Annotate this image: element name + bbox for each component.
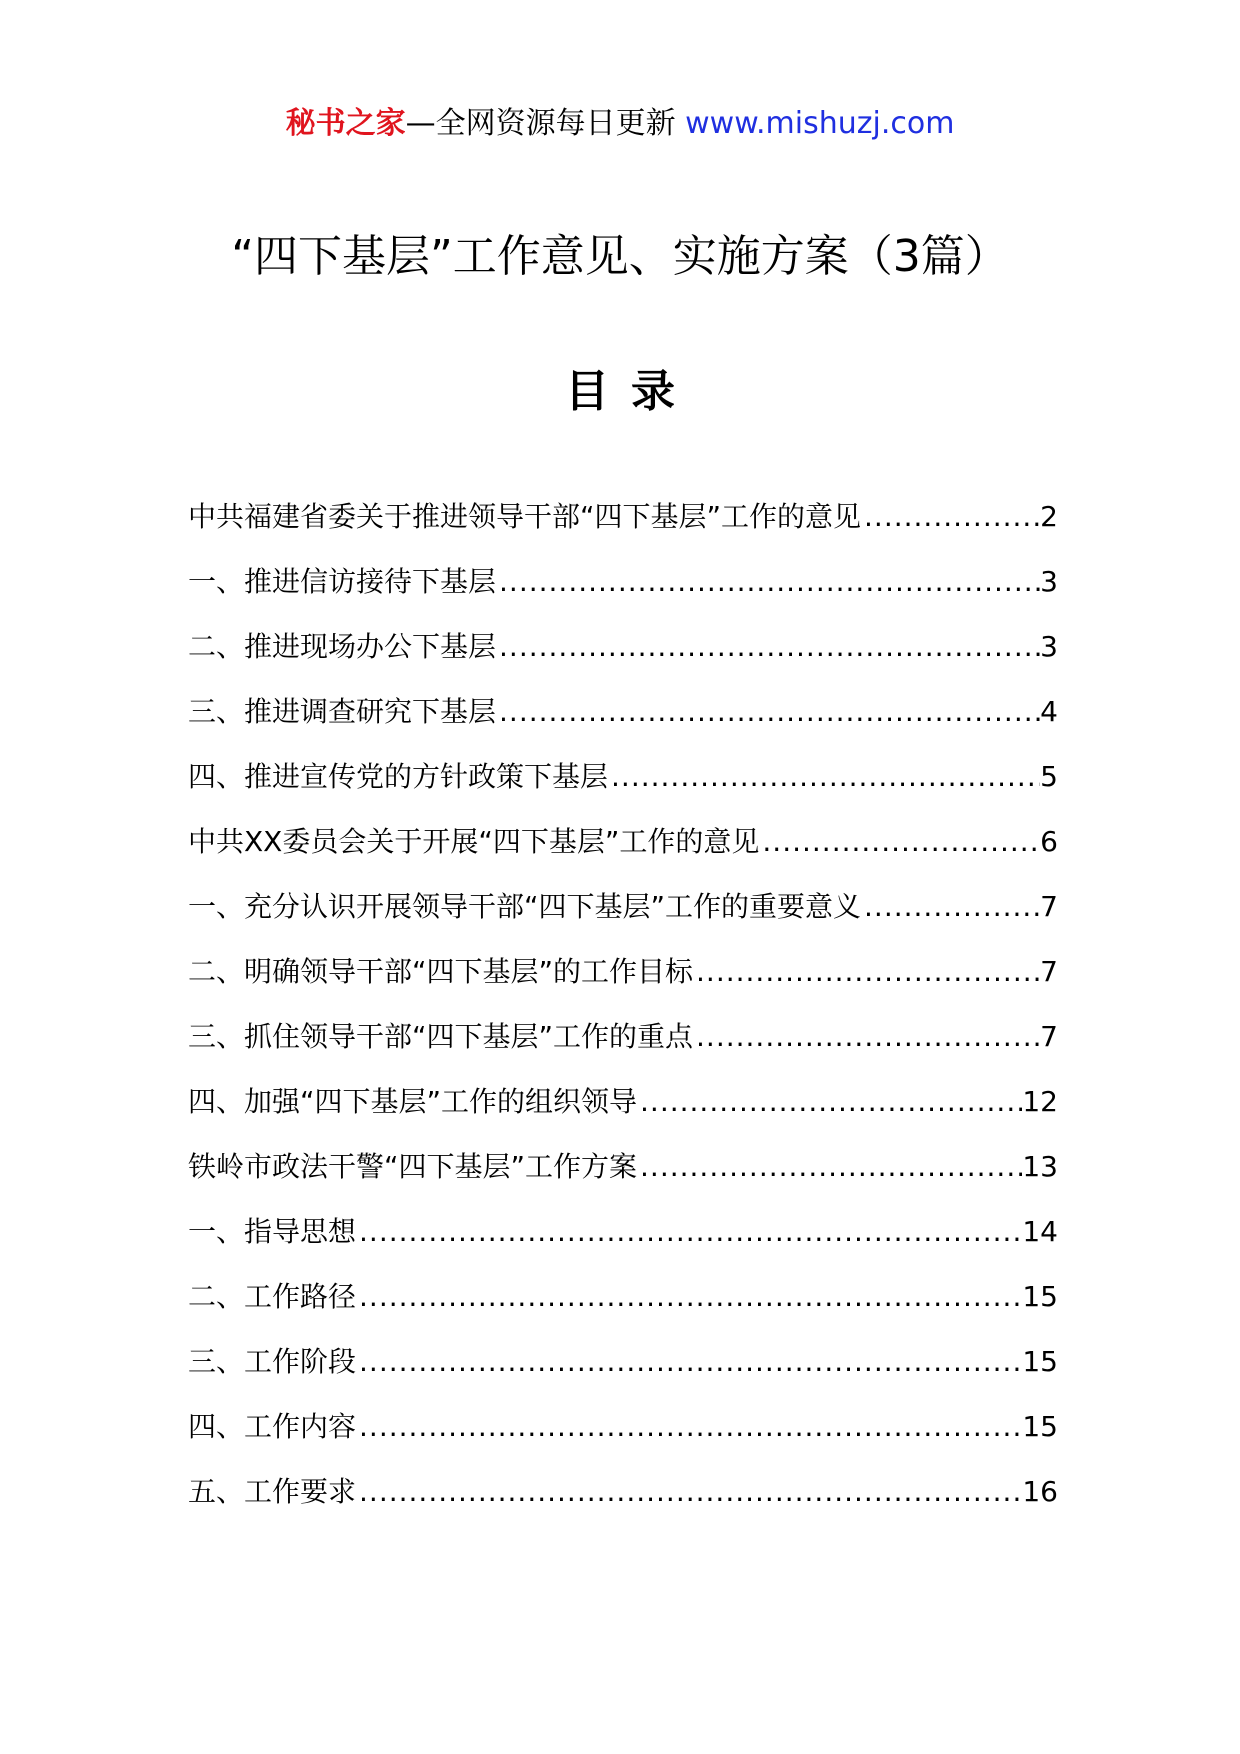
- toc-leader-dots: [608, 752, 1040, 802]
- toc-entry-title: 二、工作路径: [188, 1280, 357, 1313]
- toc-entry[interactable]: [188, 1077, 1058, 1142]
- toc-entry[interactable]: [188, 622, 1058, 687]
- toc-leader-dots: [861, 492, 1040, 542]
- toc-entry-title: 四、推进宣传党的方针政策下基层: [188, 760, 609, 793]
- toc-leader-dots: [693, 947, 1040, 997]
- toc-entry[interactable]: [188, 1207, 1058, 1272]
- toc-leader-dots: [356, 1272, 1022, 1322]
- toc-entry-page: 14: [1022, 1215, 1058, 1248]
- toc-entry-page: 13: [1022, 1150, 1058, 1183]
- toc-entry-page: 3: [1040, 630, 1058, 663]
- toc-entry[interactable]: [188, 1467, 1058, 1532]
- toc-entry-title: 一、充分认识开展领导干部“四下基层”工作的重要意义: [188, 890, 862, 923]
- toc-entry-page: 3: [1040, 565, 1058, 598]
- toc-entry-title: 五、工作要求: [188, 1475, 357, 1508]
- toc-entry[interactable]: [188, 882, 1058, 947]
- toc-leader-dots: [861, 882, 1040, 932]
- toc-heading: 目录: [565, 366, 697, 417]
- toc-entry[interactable]: [188, 817, 1058, 882]
- toc-list: [188, 492, 1058, 1532]
- toc-entry-title: 四、加强“四下基层”工作的组织领导: [188, 1085, 638, 1118]
- toc-entry-page: 7: [1040, 1020, 1058, 1053]
- toc-entry[interactable]: [188, 1337, 1058, 1402]
- toc-entry-page: 15: [1022, 1280, 1058, 1313]
- toc-entry-page: 15: [1022, 1410, 1058, 1443]
- toc-entry-title: 三、抓住领导干部“四下基层”工作的重点: [188, 1020, 694, 1053]
- toc-leader-dots: [693, 1012, 1040, 1062]
- site-header: [0, 100, 1240, 148]
- toc-entry-title: 一、指导思想: [188, 1215, 357, 1248]
- toc-leader-dots: [496, 622, 1040, 672]
- site-url-link[interactable]: www.mishuzj.com: [685, 106, 955, 141]
- toc-entry[interactable]: [188, 557, 1058, 622]
- toc-entry[interactable]: [188, 947, 1058, 1012]
- toc-leader-dots: [496, 687, 1040, 737]
- toc-leader-dots: [356, 1402, 1022, 1452]
- toc-leader-dots: [637, 1142, 1022, 1192]
- toc-entry-page: 2: [1040, 500, 1058, 533]
- toc-entry-title: 二、推进现场办公下基层: [188, 630, 497, 663]
- toc-entry-title: 一、推进信访接待下基层: [188, 565, 497, 598]
- toc-entry-page: 4: [1040, 695, 1058, 728]
- toc-entry[interactable]: [188, 1142, 1058, 1207]
- toc-entry-page: 15: [1022, 1345, 1058, 1378]
- toc-leader-dots: [356, 1207, 1022, 1257]
- toc-entry-title: 三、工作阶段: [188, 1345, 357, 1378]
- toc-entry-title: 三、推进调查研究下基层: [188, 695, 497, 728]
- document-title: “四下基层”工作意见、实施方案（3篇）: [231, 231, 1009, 282]
- toc-entry-page: 7: [1040, 890, 1058, 923]
- toc-leader-dots: [637, 1077, 1022, 1127]
- toc-entry[interactable]: [188, 492, 1058, 557]
- toc-entry[interactable]: [188, 687, 1058, 752]
- toc-entry-title: 四、工作内容: [188, 1410, 357, 1443]
- toc-entry[interactable]: [188, 1272, 1058, 1337]
- toc-entry-title: 中共福建省委关于推进领导干部“四下基层”工作的意见: [188, 500, 862, 533]
- toc-entry-page: 5: [1040, 760, 1058, 793]
- header-tagline: —全网资源每日更新: [405, 106, 676, 141]
- toc-leader-dots: [356, 1337, 1022, 1387]
- brand-name: 秘书之家: [285, 106, 406, 141]
- toc-entry[interactable]: [188, 1012, 1058, 1077]
- toc-entry-page: 12: [1022, 1085, 1058, 1118]
- toc-entry[interactable]: [188, 1402, 1058, 1467]
- toc-leader-dots: [496, 557, 1040, 607]
- toc-entry-page: 7: [1040, 955, 1058, 988]
- toc-leader-dots: [759, 817, 1040, 867]
- toc-entry-title: 二、明确领导干部“四下基层”的工作目标: [188, 955, 694, 988]
- toc-entry-title: 铁岭市政法干警“四下基层”工作方案: [188, 1150, 638, 1183]
- toc-entry-page: 16: [1022, 1475, 1058, 1508]
- toc-leader-dots: [356, 1467, 1022, 1517]
- toc-entry-page: 6: [1040, 825, 1058, 858]
- toc-entry[interactable]: [188, 752, 1058, 817]
- toc-entry-title: 中共XX委员会关于开展“四下基层”工作的意见: [188, 825, 760, 858]
